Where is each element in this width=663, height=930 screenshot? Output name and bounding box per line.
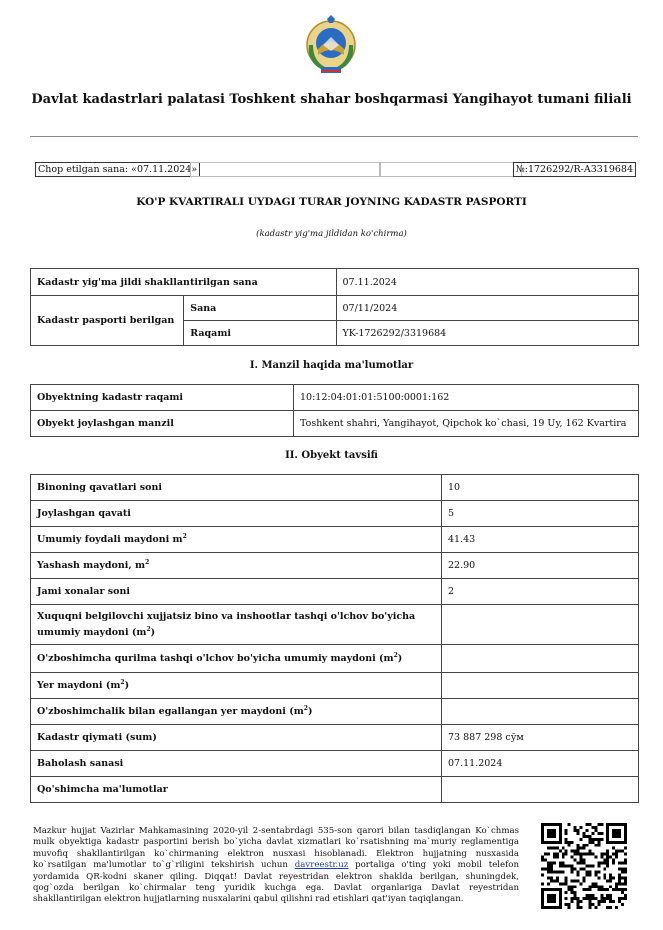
living-area-value: 22.90 bbox=[442, 553, 639, 579]
issued-date-value: 07/11/2024 bbox=[336, 296, 639, 321]
additional-info-value bbox=[442, 777, 639, 803]
issued-number-value: YK-1726292/3319684 bbox=[336, 321, 639, 346]
davreestr-link[interactable]: davreestr.uz bbox=[294, 860, 349, 871]
floors-label: Binoning qavatlari soni bbox=[31, 475, 442, 501]
floor-label: Joylashgan qavati bbox=[31, 501, 442, 527]
empty-header-cell bbox=[190, 162, 380, 177]
rooms-value: 2 bbox=[442, 579, 639, 605]
living-area-label: Yashash maydoni, $m^2$ bbox=[31, 553, 442, 579]
cadastral-number-label: Obyektning kadastr raqami bbox=[31, 385, 294, 411]
printed-date: Chop etilgan sana: «07.11.2024» bbox=[35, 162, 200, 177]
unauthorized-structure-value bbox=[442, 645, 639, 673]
organization-name: Davlat kadastrlari palatasi Toshkent shahar boshqarmasi Yangihayot tumani filiali bbox=[31, 92, 632, 107]
document-title: KO'P KVARTIRALI UYDAGI TURAR JOYNING KADASTR PASPORTI bbox=[136, 196, 527, 208]
land-area-value bbox=[442, 673, 639, 699]
empty-header-cell bbox=[380, 162, 522, 177]
cadastral-value-label: Kadastr qiymati (sum) bbox=[31, 725, 442, 751]
rooms-label: Jami xonalar soni bbox=[31, 579, 442, 605]
address-value: Toshkent shahri, Yangihayot, Qipchok ko`chasi, 19 Uy, 162 Kvartira bbox=[294, 411, 639, 437]
document-subtitle: (kadastr yig'ma jildidan ko'chirma) bbox=[256, 229, 407, 239]
valuation-date-label: Baholash sanasi bbox=[31, 751, 442, 777]
floor-value: 5 bbox=[442, 501, 639, 527]
unauthorized-structure-label: O'zboshimcha qurilma tashqi o'lchov bo'yicha umumiy maydoni $(m^2)$ bbox=[31, 645, 442, 673]
issued-number-label: Raqami bbox=[184, 321, 336, 346]
floors-value: 10 bbox=[442, 475, 639, 501]
undocumented-area-value bbox=[442, 605, 639, 645]
divider bbox=[30, 136, 638, 137]
valuation-date-value: 07.11.2024 bbox=[442, 751, 639, 777]
address-table bbox=[30, 384, 639, 437]
section-1-heading: I. Manzil haqida ma'lumotlar bbox=[249, 360, 414, 371]
issued-label: Kadastr pasporti berilgan bbox=[31, 296, 184, 346]
undocumented-area-label: Xuquqni belgilovchi xujjatsiz bino va inshootlar tashqi o'lchov bo'yicha umumiy maydoni $(m^2)$ bbox=[31, 605, 442, 645]
seized-land-value bbox=[442, 699, 639, 725]
issued-date-label: Sana bbox=[184, 296, 336, 321]
land-area-label: Yer maydoni $(m^2)$ bbox=[31, 673, 442, 699]
address-label: Obyekt joylashgan manzil bbox=[31, 411, 294, 437]
qr-code-icon bbox=[541, 823, 627, 909]
document-number: №:1726292/R-A3319684 bbox=[513, 162, 636, 177]
cadastral-value-value: 73 887 298 сўм bbox=[442, 725, 639, 751]
cadastral-number-value: 10:12:04:01:01:5100:0001:162 bbox=[294, 385, 639, 411]
state-emblem-icon bbox=[303, 15, 359, 77]
additional-info-label: Qo'shimcha ma'lumotlar bbox=[31, 777, 442, 803]
formed-date-label: Kadastr yig'ma jildi shakllantirilgan sana bbox=[31, 269, 337, 296]
formed-date-value: 07.11.2024 bbox=[336, 269, 639, 296]
seized-land-label: O'zboshimchalik bilan egallangan yer maydoni $(m^2)$ bbox=[31, 699, 442, 725]
footer-notice: Mazkur hujjat Vazirlar Mahkamasining 2020-yil 2-sentabrdagi 535-son qarori bilan tasdiqlangan Ko`chmas mulk obyektiga kadastr pasportini berish bo`yicha davlat xizmatlari ko`rsatishning ma`muriy reglamentiga muvofiq shakllantirilgan ko`chirmaning elektron nusxasi hisoblanadi. Elektron hujjatning nusxasida ko`rsatilgan ma'lumotlar to`g`riligini tekshirish uchun davreestr.uz portaliga o'ting yoki mobil telefon yordamida QR-kodni skaner qiling. Diqqat! Davlat reyestridan elektron shaklda berilgan, shuningdek, qog`ozda berilgan ko`chirmalar teng yuridik kuchga ega. Davlat organlariga Davlat reyestridan shakllantirilgan elektron hujjatlarning nusxalarini qabul qilishni rad etishlari qat'iyan taqiqlangan. bbox=[33, 826, 519, 905]
object-table bbox=[30, 474, 639, 803]
passport-table bbox=[30, 268, 639, 346]
total-area-label: Umumiy foydali maydoni $m^2$ bbox=[31, 527, 442, 553]
total-area-value: 41.43 bbox=[442, 527, 639, 553]
section-2-heading: II. Obyekt tavsifi bbox=[285, 450, 378, 461]
